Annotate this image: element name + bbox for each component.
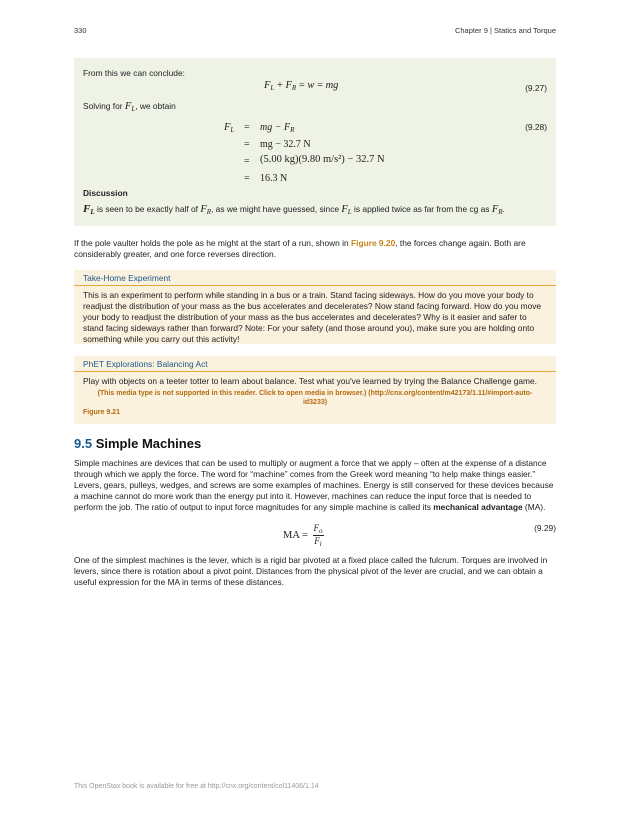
footer-note: This OpenStax book is available for free at http://cnx.org/content/col11406/1.14 <box>74 783 319 790</box>
simple-machines-paragraph: Simple machines are devices that can be used to multiply or augment a force that we apply – often at the expense of a distance through which we apply the force. The word for “machine” comes from the Greek word meaning “to help make things easier.” Levers, gears, pulleys, wedges, and screws are some examples of machines. Energy is still conserved for these devices because a machine cannot do more work than the energy put into it. However, machines can reduce the input force that is needed to perform the job. The ratio of output to input force magnitudes for any simple machine is called its mechanical advantage (MA). <box>74 458 554 512</box>
chapter-header: Chapter 9 | Statics and Torque <box>454 26 556 35</box>
eq-number-9-27: (9.27) <box>525 83 547 93</box>
lever-paragraph: One of the simplest machines is the lever, which is a rigid bar pivoted at a fixed place called the fulcrum. Torques are involved in levers, since there is rotation about a pivot point. Distances from the physical pivot of the lever are crucial, and we can obtain a useful expression for the MA in terms of these distances. <box>74 555 548 587</box>
example-intro: From this we can conclude: <box>83 68 185 78</box>
take-home-title: Take-Home Experiment <box>74 270 556 286</box>
eq-number-9-28: (9.28) <box>525 122 547 132</box>
solving-suffix: , we obtain <box>135 101 176 111</box>
eq928-lhs: $F_L$ <box>224 122 235 134</box>
discussion-heading: Discussion <box>83 188 128 198</box>
media-note-link[interactable]: (This media type is not supported in this reader. Click to open media in browser.) (http://cnx.org/content/m42173/1.11/#import-auto-id3233) <box>97 390 533 406</box>
equation-9-29: MA = $\frac{F_o}{F_i}$ <box>283 523 323 548</box>
eq928-row-4: 16.3 N <box>260 173 288 184</box>
solving-prefix: Solving for <box>83 101 123 111</box>
take-home-body: This is an experiment to perform while standing in a bus or a train. Stand facing sideways. How do you move your body to readjust the distribution of your mass as the bus accelerates and decelerates? Now stand facing forward. How do you move your body to readjust the distribution of your mass as the bus accelerates and decelerates? Why is it easier and safer to stand facing sideways rather than forward? Note: For your safety (and those around you), make sure you are holding onto something while you carry out this activity! <box>83 290 542 344</box>
phet-body: Play with objects on a teeter totter to learn about balance. Test what you've learned by trying the Balance Challenge game. <box>83 376 537 386</box>
eq928-row-2: mg − 32.7 N <box>260 139 311 150</box>
vaulter-paragraph: If the pole vaulter holds the pole as he might at the start of a run, shown in Figure 9.20, the forces change again. Both are considerably greater, and one force reverses direction. <box>74 238 526 259</box>
eq928-row-1: mg − $F_R$ <box>260 122 295 134</box>
phet-title[interactable]: PhET Explorations: Balancing Act <box>74 356 556 372</box>
section-number: 9.5 <box>74 436 93 451</box>
solving-line: Solving for $F_L$, we obtain <box>83 101 176 113</box>
figure-9-20-link[interactable]: Figure 9.20 <box>351 238 396 248</box>
page-number: 330 <box>74 26 87 35</box>
take-home-box <box>74 270 556 344</box>
section-title-text: Simple Machines <box>95 436 202 451</box>
eq928-row-3: (5.00 kg)(9.80 m/s²) − 32.7 N <box>260 154 385 165</box>
discussion-text: $F_L$ is seen to be exactly half of $F_R$, as we might have guessed, since $F_L$ is applied twice as far from the cg as $F_R$. <box>83 203 505 216</box>
figure-9-21-label: Figure 9.21 <box>83 409 120 416</box>
eq-number-9-29: (9.29) <box>534 523 556 533</box>
section-title <box>74 436 201 451</box>
example-box: From this we can conclude: $F_L + F_R = w$ = mg (9.27) Solving for $F_L$, we obtain $F_L$ = mg − $F_R$ (9.28) = mg − 32.7 N = (5.00 kg)(9.80 m/s²) − 32.7 N = 16.3 N Discussion $F_L$ is seen to be exactly half of $F_R$, as we might have guessed, since $F_L$ is applied twice as far from the cg as $F_R$. <box>74 58 556 226</box>
equation-9-27: $F_L + F_R = w$ = mg <box>264 80 339 92</box>
phet-box <box>74 356 556 424</box>
